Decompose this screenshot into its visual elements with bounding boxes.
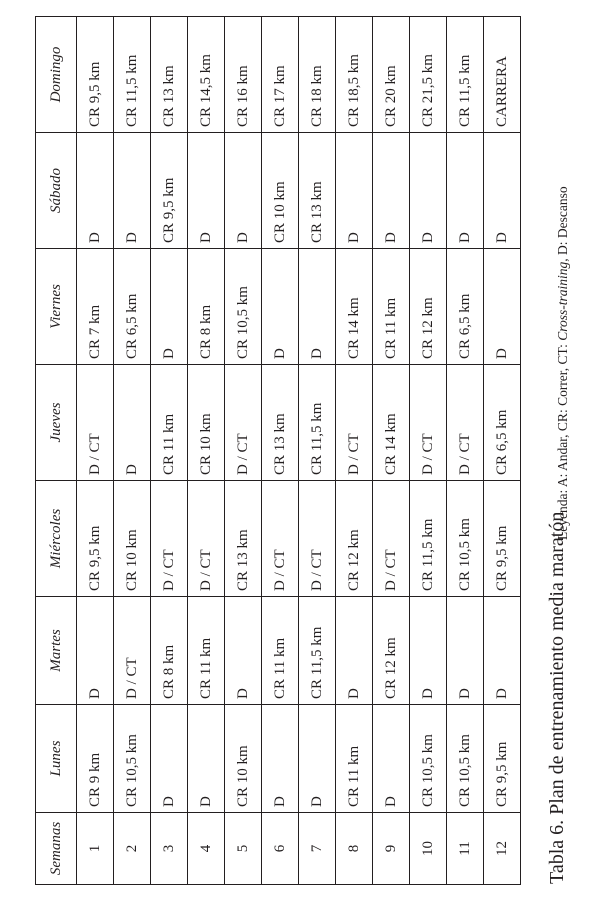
column-header: Sábado (36, 133, 77, 249)
table-row (114, 17, 151, 885)
table-cell: CR 11 km (262, 597, 299, 705)
column-header: Jueves (36, 365, 77, 481)
table-cell: CR 9,5 km (77, 17, 114, 133)
table-cell: CR 17 km (262, 17, 299, 133)
table-cell: D (447, 597, 484, 705)
table-cell: D (299, 249, 336, 365)
table-cell: CR 11 km (336, 705, 373, 813)
table-cell: D (225, 597, 262, 705)
table-cell: CR 11 km (151, 365, 188, 481)
table-cell: CR 10 km (225, 705, 262, 813)
table-cell: D (410, 133, 447, 249)
table-cell: D (484, 249, 521, 365)
table-cell: D / CT (447, 365, 484, 481)
table-row (225, 17, 262, 885)
table-cell: CR 9 km (77, 705, 114, 813)
table-cell: CR 11,5 km (410, 481, 447, 597)
table-cell: D / CT (188, 481, 225, 597)
week-cell: 10 (410, 813, 447, 885)
table-cell: D (77, 597, 114, 705)
table-cell: CR 13 km (299, 133, 336, 249)
table-cell: CR 13 km (262, 365, 299, 481)
table-cell: D (410, 597, 447, 705)
table-cell: D (188, 705, 225, 813)
table-cell: CR 12 km (373, 597, 410, 705)
table-cell: CR 10,5 km (447, 481, 484, 597)
column-header: Semanas (36, 813, 77, 885)
table-row (299, 17, 336, 885)
table-cell: CR 13 km (151, 17, 188, 133)
table-cell: CR 10,5 km (410, 705, 447, 813)
table-cell: CR 10,5 km (225, 249, 262, 365)
week-cell: 11 (447, 813, 484, 885)
table-cell: CR 6,5 km (447, 249, 484, 365)
column-header: Viernes (36, 249, 77, 365)
week-cell: 6 (262, 813, 299, 885)
table-cell: CR 8 km (188, 249, 225, 365)
table-row (262, 17, 299, 885)
table-cell: CARRERA (484, 17, 521, 133)
table-cell: CR 10,5 km (114, 705, 151, 813)
table-cell: CR 14 km (373, 365, 410, 481)
table-cell: CR 13 km (225, 481, 262, 597)
week-cell: 1 (77, 813, 114, 885)
table-cell: CR 10 km (262, 133, 299, 249)
table-cell: CR 9,5 km (484, 481, 521, 597)
column-header: Martes (36, 597, 77, 705)
table-cell: D (373, 133, 410, 249)
table-cell: D (484, 597, 521, 705)
column-header: Miércoles (36, 481, 77, 597)
table-cell: D (77, 133, 114, 249)
table-cell: CR 14,5 km (188, 17, 225, 133)
table-cell: CR 10 km (188, 365, 225, 481)
training-plan-table (35, 16, 521, 885)
week-cell: 3 (151, 813, 188, 885)
table-row (447, 17, 484, 885)
table-cell: D (447, 133, 484, 249)
legend-prefix: Leyenda: A: Andar, CR: Correr, CT: (555, 340, 570, 540)
table-cell: CR 11 km (188, 597, 225, 705)
table-cell: D (484, 133, 521, 249)
table-cell: CR 9,5 km (151, 133, 188, 249)
table-cell: CR 9,5 km (77, 481, 114, 597)
table-cell: D / CT (114, 597, 151, 705)
week-cell: 9 (373, 813, 410, 885)
week-cell: 2 (114, 813, 151, 885)
table-cell: D (151, 249, 188, 365)
week-cell: 8 (336, 813, 373, 885)
table-cell: D (299, 705, 336, 813)
table-row (484, 17, 521, 885)
table-cell: D (114, 365, 151, 481)
table-row (188, 17, 225, 885)
table-cell: D / CT (373, 481, 410, 597)
table-cell: D / CT (151, 481, 188, 597)
table-cell: CR 12 km (410, 249, 447, 365)
table-row (373, 17, 410, 885)
table-cell: CR 6,5 km (484, 365, 521, 481)
table-cell: D (114, 133, 151, 249)
legend-suffix: D: Descanso (555, 186, 570, 259)
table-cell: CR 8 km (151, 597, 188, 705)
table-row (77, 17, 114, 885)
table-cell: CR 18 km (299, 17, 336, 133)
table-cell: CR 21,5 km (410, 17, 447, 133)
table-cell: CR 18,5 km (336, 17, 373, 133)
table-row (410, 17, 447, 885)
table-cell: D / CT (410, 365, 447, 481)
table-cell: D / CT (299, 481, 336, 597)
column-header: Domingo (36, 17, 77, 133)
table-cell: D (262, 249, 299, 365)
legend-italic: Cross-training, (555, 258, 570, 341)
table-cell: D / CT (262, 481, 299, 597)
table-cell: D (225, 133, 262, 249)
table-cell: D (262, 705, 299, 813)
table-cell: CR 9,5 km (484, 705, 521, 813)
table-cell: D (151, 705, 188, 813)
table-row (151, 17, 188, 885)
column-header: Lunes (36, 705, 77, 813)
table-legend (555, 186, 571, 540)
table-cell: CR 11 km (373, 249, 410, 365)
table-cell: D (336, 133, 373, 249)
week-cell: 7 (299, 813, 336, 885)
table-cell: CR 11,5 km (299, 365, 336, 481)
table-cell: CR 7 km (77, 249, 114, 365)
table-row (336, 17, 373, 885)
table-cell: CR 12 km (336, 481, 373, 597)
table-cell: D (373, 705, 410, 813)
week-cell: 12 (484, 813, 521, 885)
table-cell: CR 11,5 km (447, 17, 484, 133)
table-cell: CR 16 km (225, 17, 262, 133)
week-cell: 5 (225, 813, 262, 885)
table-cell: CR 10 km (114, 481, 151, 597)
table-header-row (36, 17, 77, 885)
table-cell: D (336, 597, 373, 705)
table-cell: CR 11,5 km (299, 597, 336, 705)
table-cell: CR 10,5 km (447, 705, 484, 813)
week-cell: 4 (188, 813, 225, 885)
table-caption: Tabla 6. Plan de entrenamiento media maratón (546, 511, 568, 884)
table-cell: D (188, 133, 225, 249)
table-cell: CR 6,5 km (114, 249, 151, 365)
table-body (77, 17, 521, 885)
table-cell: CR 11,5 km (114, 17, 151, 133)
table-cell: CR 14 km (336, 249, 373, 365)
table-cell: D / CT (77, 365, 114, 481)
table-cell: CR 20 km (373, 17, 410, 133)
table-cell: D / CT (336, 365, 373, 481)
table-cell: D / CT (225, 365, 262, 481)
